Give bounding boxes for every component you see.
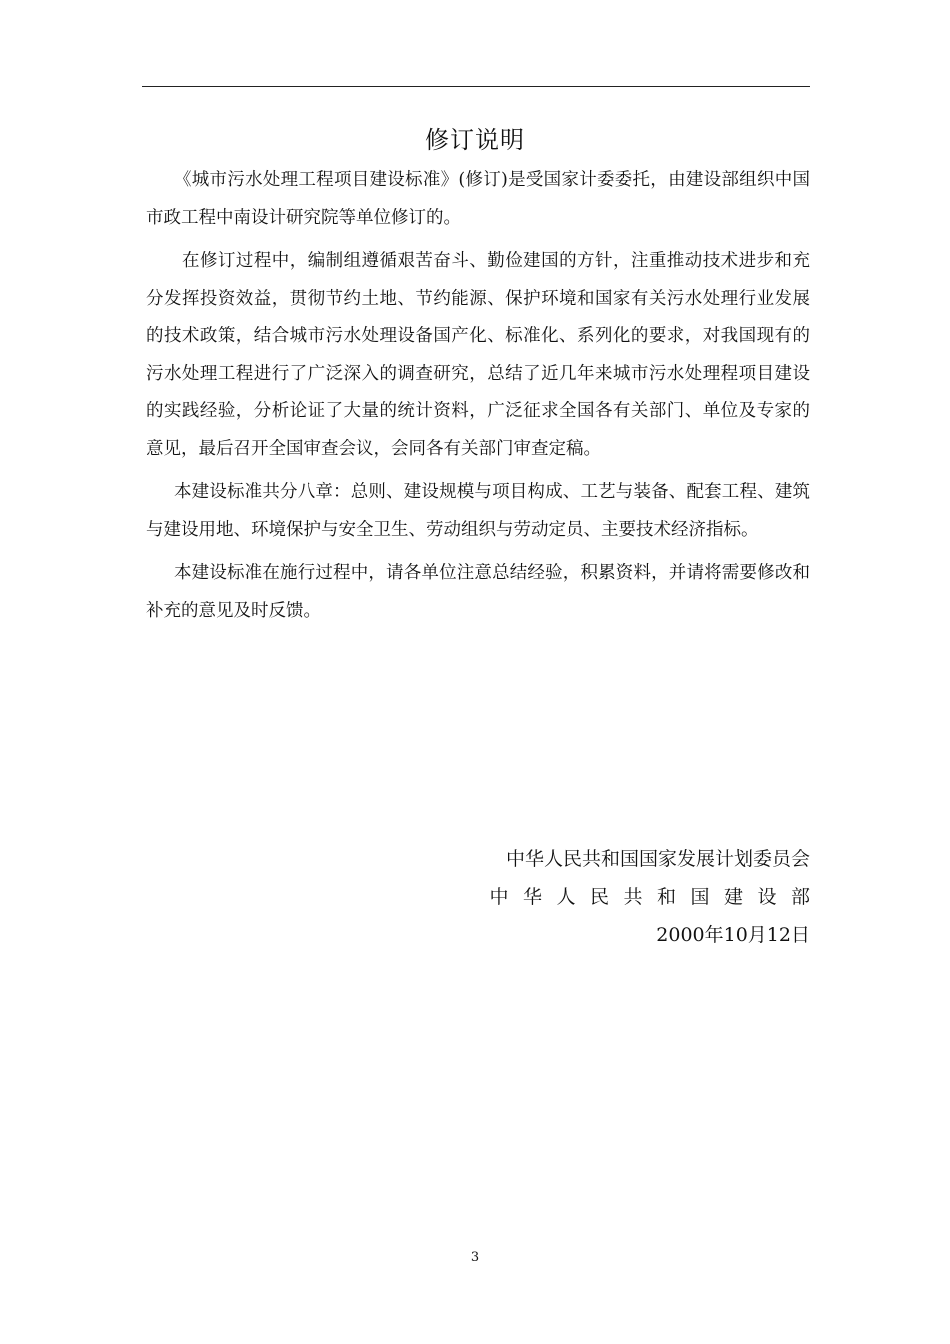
signature-block bbox=[489, 840, 825, 954]
paragraph: 《城市污水处理工程项目建设标准》(修订)是受国家计委委托，由建设部组织中国市政工程中南设计研究院等单位修订的。 bbox=[146, 170, 810, 228]
paragraph: 在修订过程中，编制组遵循艰苦奋斗、勤俭建国的方针，注重推动技术进步和充分发挥投资效益，贯彻节约土地、节约能源、保护环境和国家有关污水处理行业发展的技术政策，结合城市污水处理设备国产化、标准化、系列化的要求，对我国现有的污水处理工程进行了广泛深入的调查研究，总结了近几年来城市污水处理程项目建设的实践经验，分析论证了大量的统计资料，广泛征求全国各有关部门、单位及专家的意见，最后召开全国审查会议，会同各有关部门审查定稿。 bbox=[146, 251, 810, 459]
issuer-planning-commission: 中华人民共和国国家发展计划委员会 bbox=[505, 848, 810, 870]
body-text bbox=[146, 162, 810, 636]
page-title: 修订说明 bbox=[425, 126, 525, 154]
issue-date: 2000年10月12日 bbox=[656, 924, 810, 946]
header-rule bbox=[142, 86, 810, 87]
issuer-ministry-of-construction: 中华人民共和国建设部 bbox=[489, 886, 825, 908]
page-number: 3 bbox=[470, 1250, 480, 1265]
paragraph: 本建设标准在施行过程中，请各单位注意总结经验，积累资料，并请将需要修改和补充的意见及时反馈。 bbox=[146, 563, 810, 621]
paragraph: 本建设标准共分八章：总则、建设规模与项目构成、工艺与装备、配套工程、建筑与建设用地、环境保护与安全卫生、劳动组织与劳动定员、主要技术经济指标。 bbox=[146, 482, 810, 540]
